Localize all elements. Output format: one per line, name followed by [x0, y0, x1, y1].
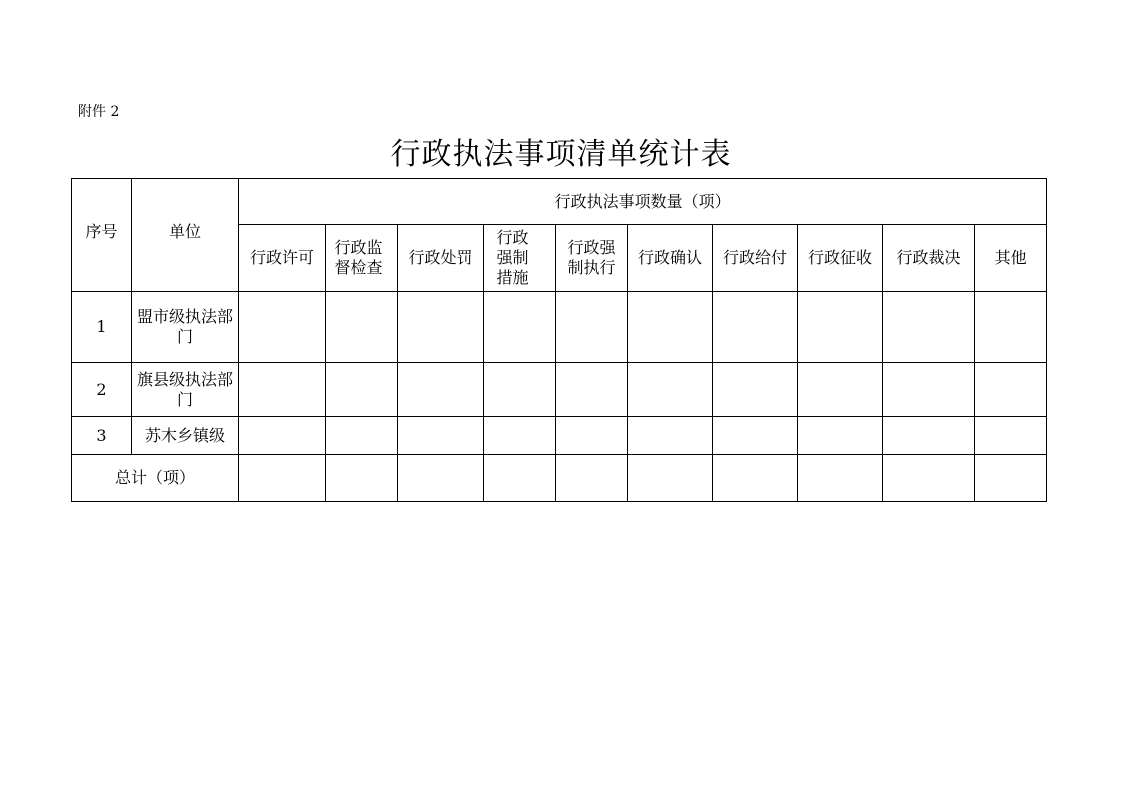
data-cell	[326, 292, 398, 363]
data-cell	[628, 455, 713, 502]
header-category: 其他	[975, 225, 1047, 292]
data-cell	[883, 363, 975, 417]
header-category: 行政强制措施	[484, 225, 556, 292]
data-cell	[556, 292, 628, 363]
data-cell	[239, 455, 326, 502]
header-category: 行政给付	[713, 225, 798, 292]
data-cell	[326, 363, 398, 417]
data-cell	[975, 363, 1047, 417]
data-cell	[484, 455, 556, 502]
data-cell	[398, 455, 484, 502]
data-cell	[398, 363, 484, 417]
header-group: 行政执法事项数量（项）	[239, 179, 1047, 225]
table-row	[72, 363, 1047, 417]
header-category: 行政征收	[798, 225, 883, 292]
statistics-table	[71, 178, 1047, 502]
data-cell	[798, 292, 883, 363]
data-cell	[326, 455, 398, 502]
data-cell	[713, 455, 798, 502]
page-title: 行政执法事项清单统计表	[390, 137, 732, 172]
data-cell	[628, 292, 713, 363]
header-category: 行政强制执行	[556, 225, 628, 292]
data-cell	[798, 363, 883, 417]
data-cell	[798, 417, 883, 455]
data-cell	[398, 417, 484, 455]
attachment-label: 附件 2	[78, 104, 120, 120]
data-cell	[239, 363, 326, 417]
row-unit: 旗县级执法部门	[132, 363, 239, 417]
data-cell	[484, 292, 556, 363]
data-cell	[239, 292, 326, 363]
row-seq: 1	[72, 292, 132, 363]
total-label: 总计（项）	[72, 455, 239, 502]
data-cell	[975, 455, 1047, 502]
data-cell	[239, 417, 326, 455]
data-cell	[484, 417, 556, 455]
row-seq: 2	[72, 363, 132, 417]
data-cell	[713, 292, 798, 363]
data-cell	[628, 363, 713, 417]
data-cell	[556, 455, 628, 502]
data-cell	[556, 363, 628, 417]
table-row	[72, 417, 1047, 455]
data-cell	[556, 417, 628, 455]
header-category: 行政监督检查	[326, 225, 398, 292]
row-unit: 苏木乡镇级	[132, 417, 239, 455]
data-cell	[484, 363, 556, 417]
data-cell	[883, 292, 975, 363]
table-row	[72, 292, 1047, 363]
data-cell	[326, 417, 398, 455]
total-row	[72, 455, 1047, 502]
data-cell	[713, 363, 798, 417]
data-cell	[883, 417, 975, 455]
header-row-1	[72, 179, 1047, 225]
header-category: 行政许可	[239, 225, 326, 292]
data-cell	[713, 417, 798, 455]
data-cell	[883, 455, 975, 502]
header-category: 行政处罚	[398, 225, 484, 292]
row-unit: 盟市级执法部门	[132, 292, 239, 363]
header-category: 行政确认	[628, 225, 713, 292]
row-seq: 3	[72, 417, 132, 455]
data-cell	[628, 417, 713, 455]
data-cell	[398, 292, 484, 363]
data-cell	[798, 455, 883, 502]
header-seq: 序号	[72, 179, 132, 292]
data-cell	[975, 292, 1047, 363]
data-cell	[975, 417, 1047, 455]
header-category: 行政裁决	[883, 225, 975, 292]
header-unit: 单位	[132, 179, 239, 292]
